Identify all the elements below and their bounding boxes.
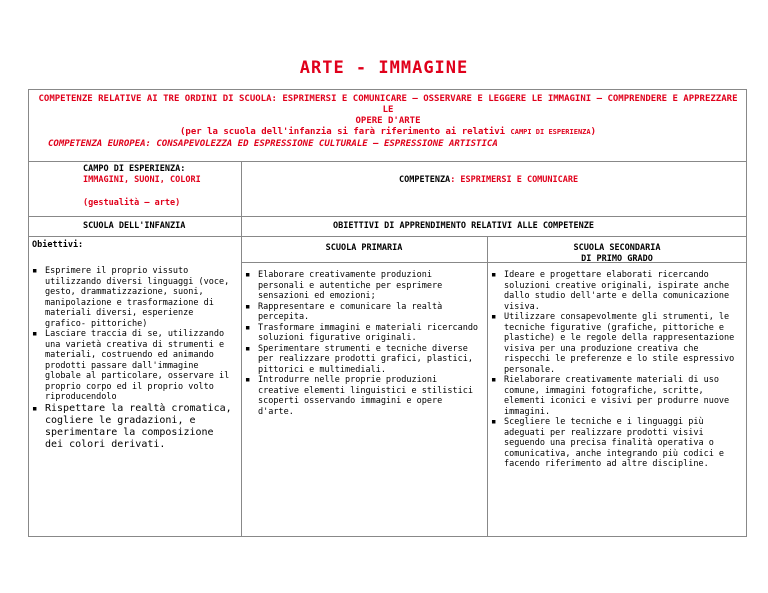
header-secondaria-1: SCUOLA SECONDARIA — [573, 243, 661, 253]
header-obiettivi: OBIETTIVI DI APPRENDIMENTO RELATIVI ALLE COMPETENZE — [333, 221, 594, 231]
list-item: ▪ Rappresentare e comunicare la realtà percepita. — [245, 302, 481, 323]
competenze-line3-c: ) — [590, 127, 597, 137]
list-item: ▪ Lasciare traccia di se, utilizzando una varietà creativa di strumenti e materiali, costruendo ed animando prodotti passare dall'immagine globale al particolare, osservare il proprio corpo ed il proprio volto riproducendolo — [32, 329, 237, 403]
list-item: ▪ Esprimere il proprio vissuto utilizzando diversi linguaggi (voce, gesto, drammatizzazione, suoni, manipolazione e trasformazione di materiali diversi, esperienze grafico- pittoriche) — [32, 266, 237, 329]
list-item: ▪ Sperimentare strumenti e tecniche diverse per realizzare prodotti grafici, plastici, pittorici e multimediali. — [245, 344, 481, 376]
header-secondaria — [487, 243, 747, 264]
divider — [28, 161, 747, 162]
list-item: ▪ Rispettare la realtà cromatica, cogliere le gradazioni, e sperimentare la composizione dei colori derivati. — [32, 403, 237, 451]
competenze-line3 — [34, 127, 742, 138]
list-item: ▪ Trasformare immagini e materiali ricercando soluzioni figurative originali. — [245, 323, 481, 344]
competenze-line3-a: (per la scuola dell'infanzia si farà riferimento ai relativi — [179, 127, 511, 137]
competenza — [399, 175, 578, 186]
campo-label: CAMPO DI ESPERIENZA: — [83, 164, 186, 174]
obiettivi-label: Obiettivi: — [32, 240, 84, 250]
divider — [28, 216, 747, 217]
list-item: ▪ Rielaborare creativamente materiali di uso comune, immagini fotografiche, scritte, elementi iconici e visivi per produrre nuove immagini. — [491, 375, 743, 417]
divider — [487, 236, 488, 537]
competenze-line1: COMPETENZE RELATIVE AI TRE ORDINI DI SCUOLA: ESPRIMERSI E COMUNICARE – OSSERVARE E LEGGERE LE IMMAGINI – COMPRENDERE E APPREZZARE LE — [38, 94, 738, 115]
page-title: ARTE - IMMAGINE — [299, 58, 469, 78]
secondaria-list — [491, 270, 743, 470]
competenza-value: : ESPRIMERSI E COMUNICARE — [450, 175, 579, 185]
primaria-list — [245, 270, 481, 417]
competenza-europea: COMPETENZA EUROPEA: CONSAPEVOLEZZA ED ESPRESSIONE CULTURALE – ESPRESSIONE ARTISTICA — [48, 139, 498, 149]
header-secondaria-2: DI PRIMO GRADO — [581, 253, 653, 264]
competenze-header — [34, 94, 742, 138]
divider — [241, 161, 242, 537]
campo-value: IMMAGINI, SUONI, COLORI — [83, 175, 201, 185]
competenze-line2: OPERE D'ARTE — [355, 116, 421, 126]
header-infanzia: SCUOLA DELL'INFANZIA — [83, 221, 186, 231]
competenza-label: COMPETENZA — [399, 175, 451, 185]
list-item: ▪ Scegliere le tecniche e i linguaggi più adeguati per realizzare prodotti visivi seguendo una precisa finalità operativa o comunicativa, anche integrando più codici e facendo riferimento ad altre discipline. — [491, 417, 743, 470]
campi-esperienza-small: CAMPI DI ESPERIENZA — [510, 128, 591, 136]
list-item: ▪ Elaborare creativamente produzioni personali e autentiche per esprimere sensazioni ed emozioni; — [245, 270, 481, 302]
divider — [28, 236, 747, 237]
list-item: ▪ Introdurre nelle proprie produzioni creative elementi linguistici e stilistici scoperti osservando immagini e opere d'arte. — [245, 375, 481, 417]
list-item: ▪ Utilizzare consapevolmente gli strumenti, le tecniche figurative (grafiche, pittoriche e plastiche) e le regole della rappresentazione visiva per una produzione creativa che rispecchi le preferenze e lo stile espressivo personale. — [491, 312, 743, 375]
header-primaria: SCUOLA PRIMARIA — [325, 243, 403, 253]
campo-note: (gestualità – arte) — [83, 198, 181, 208]
infanzia-list — [32, 266, 237, 451]
list-item: ▪ Ideare e progettare elaborati ricercando soluzioni creative originali, ispirate anche dallo studio dell'arte e della comunicazione visiva. — [491, 270, 743, 312]
